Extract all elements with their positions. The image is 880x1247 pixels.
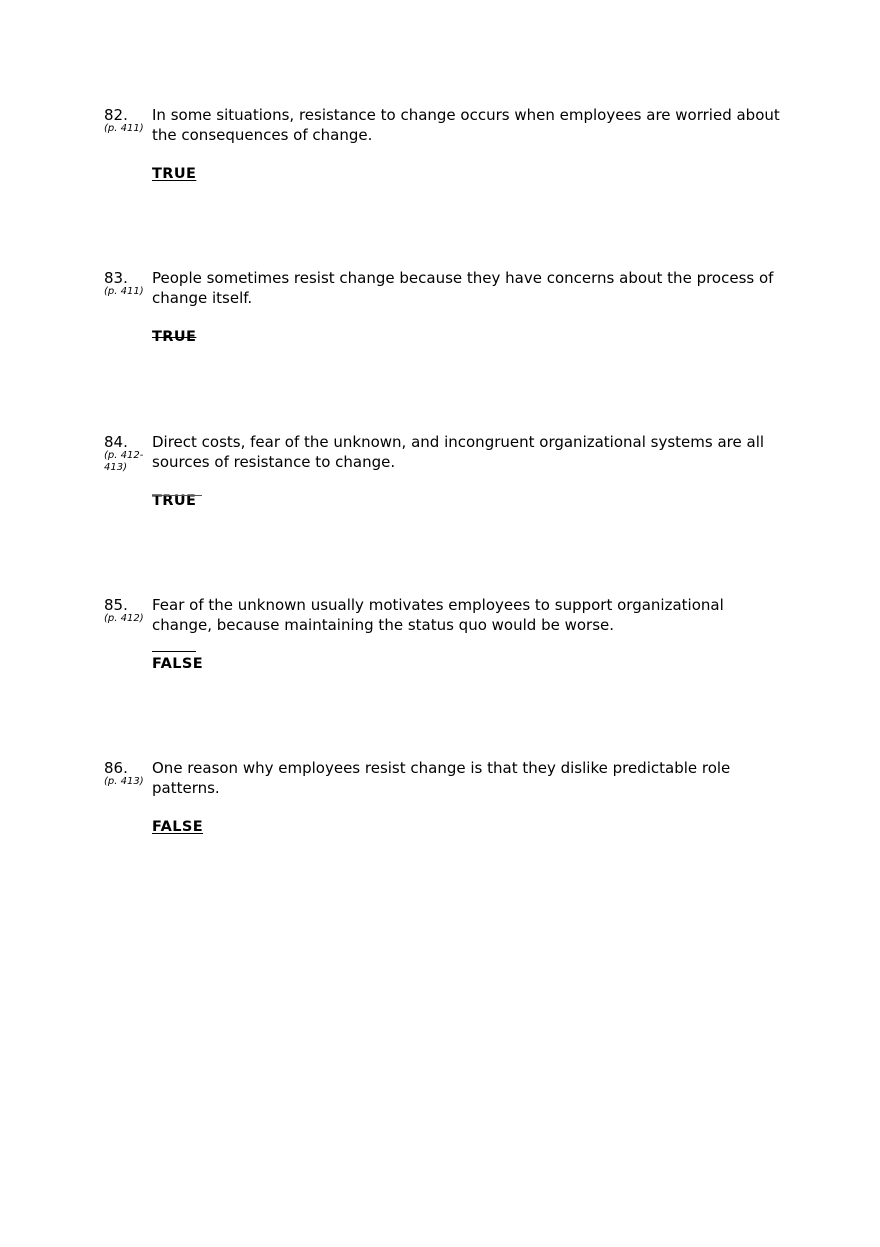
- question-text: One reason why employees resist change is that they dislike predictable role patterns.: [152, 759, 731, 797]
- question-text: Direct costs, fear of the unknown, and incongruent organizational systems are all sources of resistance to change.: [152, 433, 765, 471]
- answer-text: TRUE: [152, 329, 197, 345]
- page-reference: (p. 413): [104, 776, 144, 787]
- answer-text: FALSE: [152, 656, 204, 672]
- page-reference: (p. 411): [104, 123, 144, 134]
- page-reference: (p. 411): [104, 286, 144, 297]
- question-text: In some situations, resistance to change occurs when employees are worried about the consequences of change.: [152, 106, 780, 144]
- question-82: [104, 105, 784, 225]
- question-number: 82.: [104, 106, 128, 124]
- question-text: People sometimes resist change because they have concerns about the process of change itself.: [152, 269, 774, 307]
- page-reference: (p. 412-413): [104, 450, 144, 473]
- question-83: [104, 268, 784, 388]
- answer: [152, 165, 196, 183]
- page-reference: (p. 412): [104, 613, 144, 624]
- question-number: 85.: [104, 596, 128, 614]
- answer-text: TRUE: [152, 493, 197, 509]
- answer-text: TRUE: [152, 166, 197, 182]
- answer-text: FALSE: [152, 819, 204, 835]
- question-text: Fear of the unknown usually motivates employees to support organizational change, because maintaining the status quo would be worse.: [152, 596, 724, 634]
- question-85: [104, 595, 784, 715]
- question-number: 84.: [104, 433, 128, 451]
- answer: [152, 818, 203, 836]
- question-86: [104, 758, 784, 878]
- question-84: [104, 432, 784, 552]
- answer: [152, 328, 196, 346]
- question-number: 86.: [104, 759, 128, 777]
- answer: [152, 655, 203, 673]
- answer: [152, 492, 196, 510]
- question-number: 83.: [104, 269, 128, 287]
